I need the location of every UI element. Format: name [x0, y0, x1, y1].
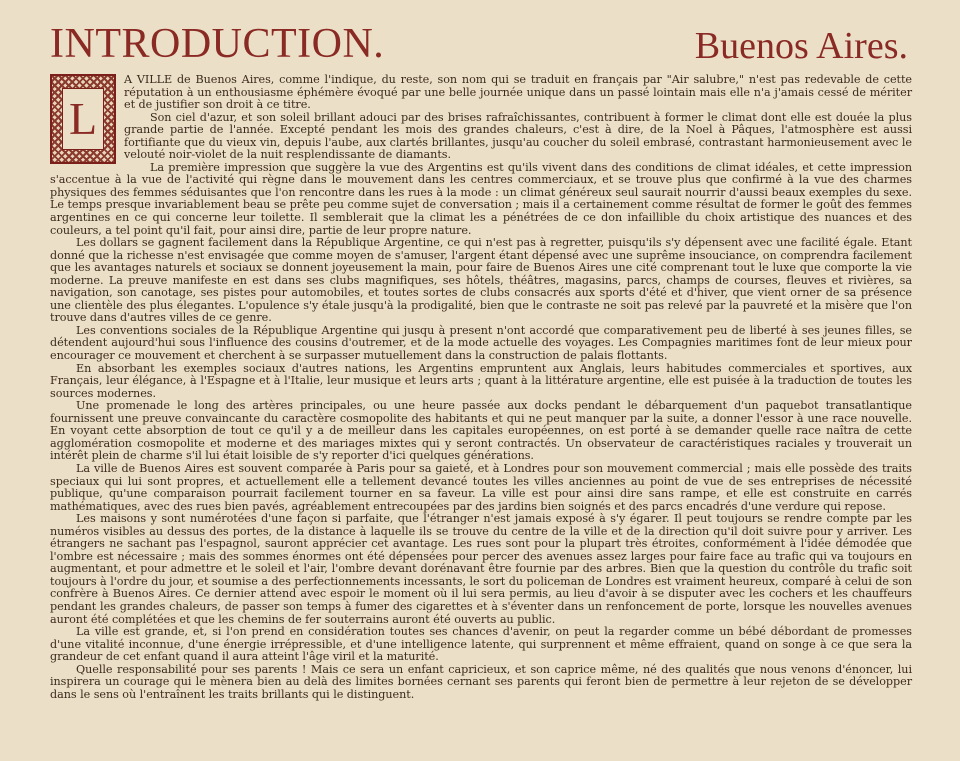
page-subtitle: Buenos Aires. — [694, 25, 908, 67]
paragraph: Son ciel d'azur, et son soleil brillant adouci par des brises rafraîchissantes, contribuent à former le climat dont elle est douée la plus grande partie de l'année. Excepté pendant les mois des grandes chaleurs, c'est à dire, de la Noel à Pâques, l'atmosphère est aussi fortifiante que du vieux vin, depuis l'aube, aux clartés brillantes, jusqu'au coucher du soleil embrasé, contrastant harmonieusement avec le velouté noir-violet de la nuit resplendissante de diamants. — [124, 110, 912, 162]
paragraph: Quelle responsabilité pour ses parents ! Mais ce sera un enfant capricieux, et son caprice même, né des qualités que nous venons d'énoncer, lui inspirera un courage qui le mènera bien au delà des limites bornées cernant ses parents qui feront bien de permettre à leur rejeton de se développer dans le sens où l'entraînent les traits brillants qui le distinguent. — [50, 662, 912, 701]
dropcap-spacer — [50, 74, 124, 170]
paragraph: Les dollars se gagnent facilement dans la République Argentine, ce qui n'est pas à regretter, puisqu'ils s'y dépensent avec une facilité égale. Etant donné que la richesse n'est envisagée que comme moyen de s'amuser, l'argent étant dépensé avec une suprême insouciance, on comprendra facilement que les avantages naturels et sociaux se donnent joyeusement la main, pour faire de Buenos Aires une cité comprenant tout le luxe que comporte la vie moderne. La preuve manifeste en est dans ses clubs magnifiques, ses hôtels, théâtres, magasins, parcs, champs de courses, fleuves et rivières, sa navigation, son canotage, ses pistes pour automobiles, et toutes sortes de clubs consacrés aux sports d'été et d'hiver, que vient orner de sa présence une clientèle des plus élegantes. L'opulence s'y étale jusqu'à la prodigalité, bien que le contraste ne soit pas relevé par la pauvreté et la misère que l'on trouve dans d'autres villes de ce genre. — [50, 236, 912, 325]
dropcap-letter: L — [68, 93, 98, 144]
paragraph: La ville est grande, et, si l'on prend en considération toutes ses chances d'avenir, on peut la regarder comme un bébé débordant de promesses d'une vitalité inconnue, d'une énergie irrépressible, et d'une intelligence latente, qui surprennent et même effraient, quand on songe à ce que sera la grandeur de cet enfant quand il aura atteint l'âge viril et la maturité. — [50, 625, 912, 664]
article-body — [50, 74, 912, 701]
paragraph: En absorbant les exemples sociaux d'autres nations, les Argentins empruntent aux Anglais, leurs habitudes commerciales et sportives, aux Français, leur élégance, à l'Espagne et à l'Italie, leur musique et leurs arts ; quant à la littérature argentine, elle est puisée à la traduction de toutes les sources modernes. — [50, 361, 912, 400]
paragraph: A VILLE de Buenos Aires, comme l'indique, du reste, son nom qui se traduit en français par "Air salubre," n'est pas redevable de cette réputation à un enthousiasme éphémère évoqué par une belle journée unique dans un passé lointain mais elle n'a j'amais cessé de mériter et de justifier son droit à ce titre. — [124, 73, 912, 112]
paragraph: Les conventions sociales de la République Argentine qui jusqu à present n'ont accordé que comparativement peu de liberté à ses jeunes filles, se détendent aujourd'hui sous l'influence des cousins d'outremer, et de la mode actuelle des voyages. Les Compagnies maritimes font de leur mieux pour encourager ce mouvement et cherchent à se surpasser mutuellement dans la construction de palais flottants. — [50, 323, 912, 363]
paragraph: La première impression que suggère la vue des Argentins est qu'ils vivent dans des conditions de climat idéales, et cette impression s'accentue à la vue de l'activité qui règne dans le mouvement dans les centres commerciaux, et se trouve plus que confirmé à la vue des charmes physiques des femmes séduisantes que l'on rencontre dans les rues à la mode : un climat généreux seul saurait nourrir d'aussi beaux exemples du sexe. Le temps presque invariablement beau se prête peu comme sujet de conversation ; mais il a certainement comme résultat de former le goût des femmes argentines en ce qui concerne leur toilette. Il semblerait que la climat les a pénétrées de ce don infaillible du choix artistique des nuances et des couleurs, a tel point qu'il fait, pour ainsi dire, partie de leur propre nature. — [50, 160, 912, 237]
page-title: INTRODUCTION. — [50, 21, 385, 67]
paragraph: Les maisons y sont numérotées d'une façon si parfaite, que l'étranger n'est jamais exposé à s'y égarer. Il peut toujours se rendre compte par les numéros visibles au dessus des portes, de la distance à laquelle ils se trouve du centre de la ville et de la direction qu'il doit suivre pour y arriver. Les étrangers ne sachant pas l'espagnol, sauront apprécier cet avantage. Les rues sont pour la plupart très étroites, conformément à l'idée démodée que l'ombre est nécessaire ; mais des sommes énormes ont été dépensées pour percer des avenues assez larges pour faire face au trafic qui va toujours en augmentant, et pour admettre et le soleil et l'air, l'ombre devant dorénavant être fournie par des arbres. Bien que la question du contrôle du trafic soit toujours à l'ordre du jour, et soumise a des perfectionnements incessants, le sort du policeman de Londres est vraiment heureux, comparé à celui de son confrère à Buenos Aires. Ce dernier attend avec espoir le moment où il lui sera permis, au lieu d'avoir à se disputer avec les cochers et les chauffeurs pendant les grandes chaleurs, de passer son temps à fumer des cigarettes et à s'éventer dans un renfoncement de porte, lorsque les nouvelles avenues auront été complétées et que les chemins de fer souterrains auront été ouverts au public. — [50, 512, 912, 626]
paragraph: Une promenade le long des artères principales, ou une heure passée aux docks pendant le débarquement d'un paquebot transatlantique fournissent une preuve convaincante du caractère cosmopolite des habitants et qui ne peut manquer par la suite, a donner l'essor à une race nouvelle. En voyant cette absorption de tout ce qu'il y a de meilleur dans les capitales européennes, on est porté à se demander quelle race naîtra de cette agglomération cosmopolite et moderne et des mariages mixtes qui y seront contractés. Un observateur de caractéristiques raciales y trouverait un intérêt plein de charme s'il lui était loisible de s'y reporter d'ici quelques générations. — [50, 399, 912, 463]
paragraph: La ville de Buenos Aires est souvent comparée à Paris pour sa gaieté, et à Londres pour son mouvement commercial ; mais elle possède des traits speciaux qui lui sont propres, et actuellement elle a tellement devancé toutes les villes anciennes au point de vue de ses entreprises de nécessité publique, qu'une comparaison pourrait facilement tourner en sa faveur. La ville est pour ainsi dire sans rampe, et elle est construite en carrés mathématiques, avec des rues bien pavés, agréablement entrecoupées par des jardins bien soignés et des parcs encadrés d'une verdure qui repose. — [50, 461, 912, 513]
